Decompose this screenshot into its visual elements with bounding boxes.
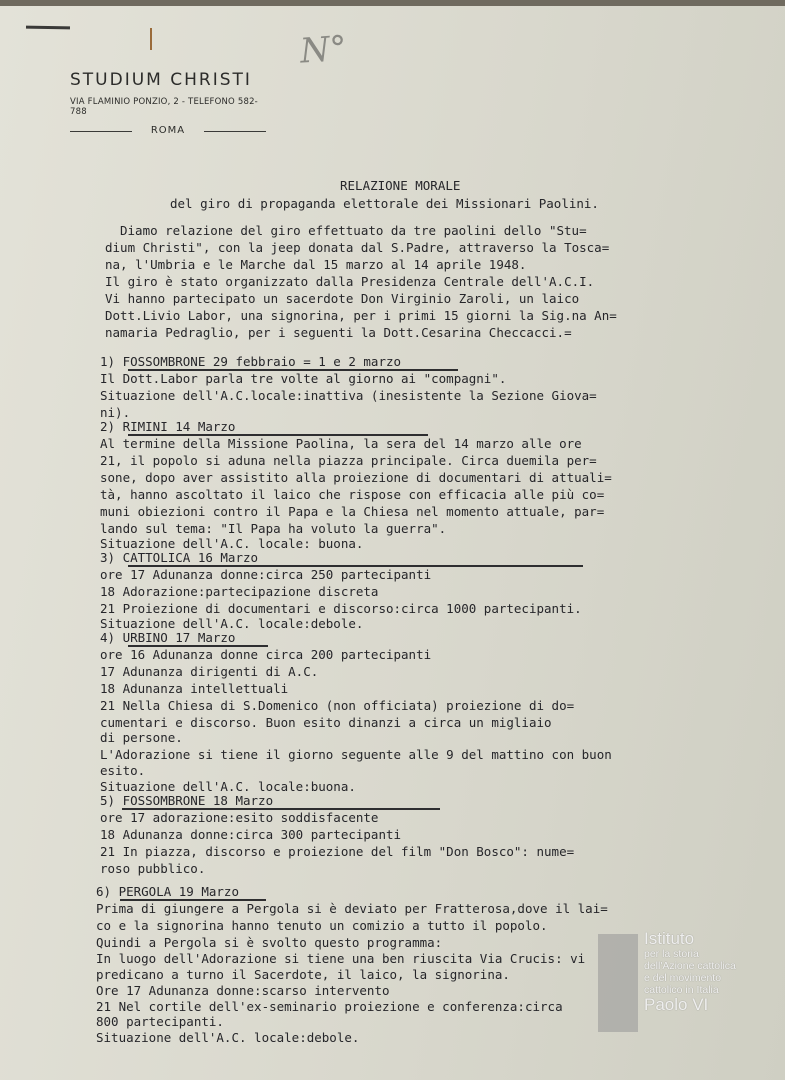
- watermark-line: Paolo VI: [644, 995, 709, 1014]
- section-heading: 1) FOSSOMBRONE 29 febbraio = 1 e 2 marzo: [100, 354, 402, 369]
- intro-line: namaria Pedraglio, per i seguenti la Dott.Cesarina Checcacci.=: [105, 325, 572, 340]
- section-heading: 5) FOSSOMBRONE 18 Marzo: [100, 793, 274, 808]
- handwritten-tick: [150, 28, 152, 50]
- handwritten-dash: [26, 26, 70, 30]
- section-line: Quindi a Pergola si è svolto questo programma:: [96, 935, 443, 950]
- section-heading: 4) URBINO 17 Marzo: [100, 630, 236, 645]
- section-line: 800 partecipanti.: [96, 1014, 224, 1029]
- section-line: Situazione dell'A.C. locale:debole.: [96, 1030, 360, 1045]
- intro-line: Il giro è stato organizzato dalla Presidenza Centrale dell'A.C.I.: [105, 274, 595, 289]
- watermark-line: Istituto: [644, 929, 695, 948]
- section-line: lando sul tema: "Il Papa ha voluto la guerra".: [100, 521, 447, 536]
- section-line: L'Adorazione si tiene il giorno seguente alle 9 del mattino con buon: [100, 747, 612, 762]
- section-line: tà, hanno ascoltato il laico che rispose con efficacia alle più co=: [100, 487, 605, 502]
- section-line: ore 17 Adunanza donne:circa 250 partecipanti: [100, 567, 432, 582]
- section-line: 18 Adorazione:partecipazione discreta: [100, 584, 379, 599]
- section-line: 18 Adunanza intellettuali: [100, 681, 289, 696]
- section-line: di persone.: [100, 730, 183, 745]
- watermark-text: [644, 930, 736, 1014]
- section-line: Prima di giungere a Pergola si è deviato per Fratterosa,dove il lai=: [96, 901, 608, 916]
- section-line: 17 Adunanza dirigenti di A.C.: [100, 664, 319, 679]
- section-line: 21, il popolo si aduna nella piazza principale. Circa duemila per=: [100, 453, 597, 468]
- section-line: predicano a turno il Sacerdote, il laico, la signorina.: [96, 967, 510, 982]
- document-subtitle: del giro di propaganda elettorale dei Missionari Paolini.: [170, 196, 599, 211]
- section-line: 18 Adunanza donne:circa 300 partecipanti: [100, 827, 402, 842]
- section-line: Ore 17 Adunanza donne:scarso intervento: [96, 983, 390, 998]
- intro-line: dium Christi", con la jeep donata dal S.Padre, attraverso la Tosca=: [105, 240, 610, 255]
- section-line: sone, dopo aver assistito alla proiezione di documentari di attuali=: [100, 470, 612, 485]
- section-line: 21 Proiezione di documentari e discorso:circa 1000 partecipanti.: [100, 601, 582, 616]
- section-line: 21 In piazza, discorso e proiezione del film "Don Bosco": nume=: [100, 844, 575, 859]
- section-line: 21 Nella Chiesa di S.Domenico (non officiata) proiezione di do=: [100, 698, 575, 713]
- section-line: ni).: [100, 405, 131, 420]
- section-line: ore 17 adorazione:esito soddisfacente: [100, 810, 379, 825]
- section-line: Situazione dell'A.C. locale:buona.: [100, 779, 356, 794]
- watermark-line: cattolico in Italia: [644, 984, 719, 996]
- handwritten-number-mark: N°: [298, 28, 349, 72]
- intro-line: Diamo relazione del giro effettuato da tre paolini dello "Stu=: [120, 223, 587, 238]
- section-line: Situazione dell'A.C. locale: buona.: [100, 536, 364, 551]
- section-heading: 6) PERGOLA 19 Marzo: [96, 884, 239, 899]
- archive-watermark: [598, 930, 738, 1040]
- section-line: 21 Nel cortile dell'ex-seminario proiezione e conferenza:circa: [96, 999, 563, 1014]
- intro-line: Vi hanno partecipato un sacerdote Don Virginio Zaroli, un laico: [105, 291, 580, 306]
- section-line: ore 16 Adunanza donne circa 200 partecipanti: [100, 647, 432, 662]
- scan-edge: [0, 0, 785, 6]
- section-line: roso pubblico.: [100, 861, 206, 876]
- watermark-line: e del movimento: [644, 972, 722, 984]
- letterhead-name: STUDIUM CHRISTI: [70, 70, 252, 90]
- section-line: Situazione dell'A.C. locale:debole.: [100, 616, 364, 631]
- section-line: Il Dott.Labor parla tre volte al giorno ai "compagni".: [100, 371, 507, 386]
- institute-logo: [598, 934, 638, 1032]
- section-heading: 3) CATTOLICA 16 Marzo: [100, 550, 259, 565]
- letterhead-city: ROMA: [70, 125, 266, 136]
- watermark-line: dell'Azione cattolica: [644, 960, 736, 972]
- section-line: esito.: [100, 763, 146, 778]
- letterhead: [70, 70, 270, 136]
- intro-line: na, l'Umbria e le Marche dal 15 marzo al 14 aprile 1948.: [105, 257, 527, 272]
- section-line: co e la signorina hanno tenuto un comizio a tutto il popolo.: [96, 918, 548, 933]
- document-title: RELAZIONE MORALE: [340, 178, 461, 193]
- section-line: Al termine della Missione Paolina, la sera del 14 marzo alle ore: [100, 436, 582, 451]
- section-line: Situazione dell'A.C.locale:inattiva (inesistente la Sezione Giova=: [100, 388, 597, 403]
- watermark-line: per la storia: [644, 948, 699, 960]
- intro-line: Dott.Livio Labor, una signorina, per i primi 15 giorni la Sig.na An=: [105, 308, 617, 323]
- section-line: In luogo dell'Adorazione si tiene una ben riuscita Via Crucis: vi: [96, 951, 586, 966]
- section-line: muni obiezioni contro il Papa e la Chiesa nel momento attuale, par=: [100, 504, 605, 519]
- letterhead-address: VIA FLAMINIO PONZIO, 2 - TELEFONO 582-788: [70, 97, 258, 117]
- section-line: cumentari e discorso. Buon esito dinanzi a circa un migliaio: [100, 715, 552, 730]
- section-heading: 2) RIMINI 14 Marzo: [100, 419, 236, 434]
